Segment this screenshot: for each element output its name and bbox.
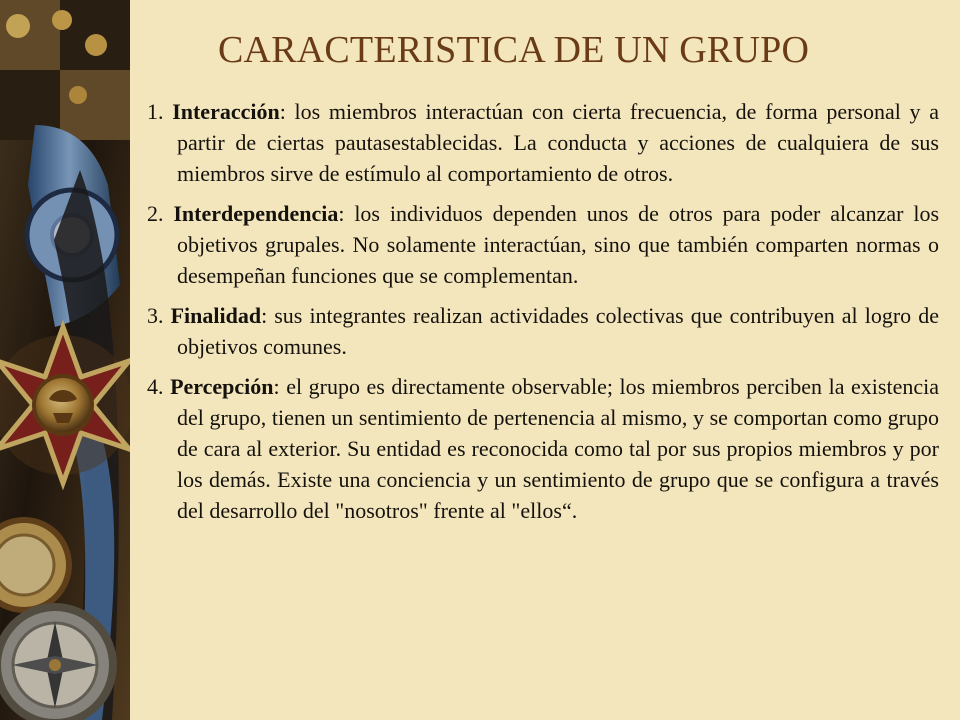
decorative-side-image	[0, 0, 130, 720]
item-term: Finalidad	[170, 303, 262, 328]
item-description: : el grupo es directamente observable; los miembros perciben la existencia del grupo, tienen un sentimiento de pertenencia al mismo, y se comportan como grupo de cara al exterior. Su entidad es reconocida como tal por sus propios miembros y por los demás. Existe una conciencia y un sentimiento de grupo que se configura a través del desarrollo del "nosotros" frente al "ellos“.	[177, 374, 939, 523]
item-number: 2.	[147, 201, 164, 226]
item-term: Percepción	[170, 374, 274, 399]
item-description: : sus integrantes realizan actividades colectivas que contribuyen al logro de objetivos comunes.	[177, 303, 940, 359]
item-description: : los miembros interactúan con cierta frecuencia, de forma personal y a partir de ciertas pautasestablecidas. La conducta y acciones de cualquiera de sus miembros sirve de estímulo al comportamiento de otros.	[177, 99, 939, 186]
medal-collage-illustration	[0, 0, 130, 720]
group-characteristics-list	[147, 96, 939, 535]
characteristic-item-perception	[147, 371, 939, 526]
shadow-vignette	[0, 0, 130, 720]
item-term: Interacción	[172, 99, 280, 124]
item-term: Interdependencia	[173, 201, 339, 226]
item-number: 1.	[147, 99, 164, 124]
item-number: 3.	[147, 303, 164, 328]
item-description: : los individuos dependen unos de otros para poder alcanzar los objetivos grupales. No solamente interactúan, sino que también comparten normas o desempeñan funciones que se complementan.	[177, 201, 940, 288]
slide-title: CARACTERISTICA DE UN GRUPO	[218, 29, 810, 71]
slide-content	[130, 0, 960, 720]
characteristic-item-purpose	[147, 300, 939, 362]
item-number: 4.	[147, 374, 164, 399]
characteristic-item-interdependence	[147, 198, 939, 291]
characteristic-item-interaction	[147, 96, 939, 189]
